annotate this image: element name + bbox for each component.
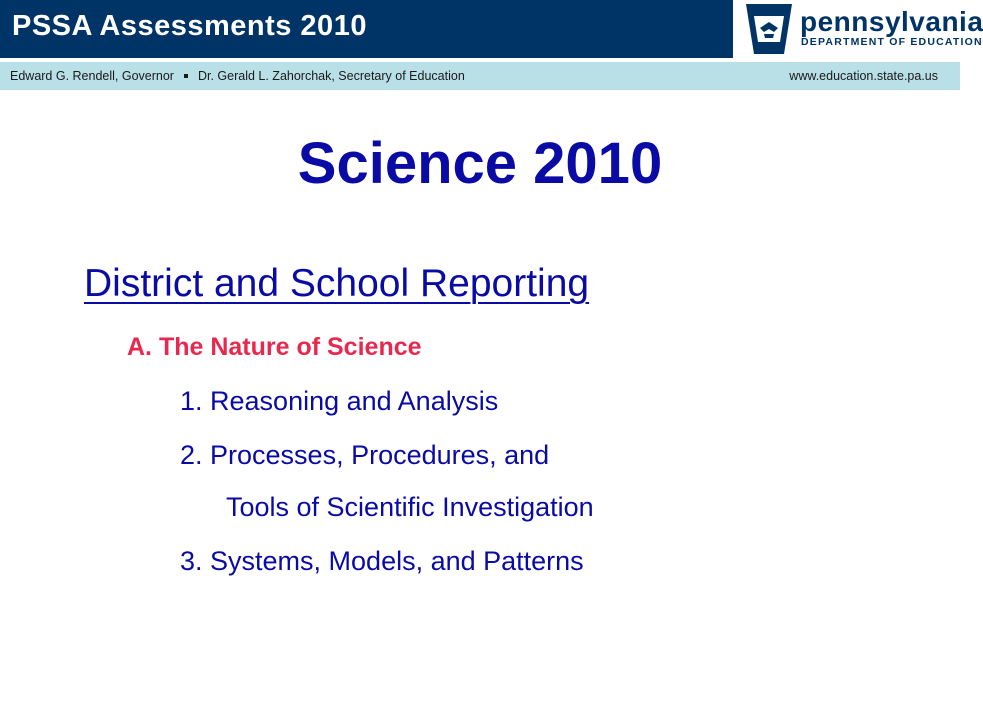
keystone-icon	[742, 2, 796, 56]
list-item-continuation: Tools of Scientific Investigation	[226, 492, 594, 522]
info-bar	[0, 62, 960, 90]
slide-title: Science 2010	[297, 131, 663, 196]
secretary-text: Dr. Gerald L. Zahorchak, Secretary of Education	[197, 69, 465, 83]
pde-logo	[738, 0, 983, 58]
logo-wordmark: pennsylvania	[800, 6, 983, 37]
header-title: PSSA Assessments 2010	[12, 10, 367, 42]
officials-line	[10, 69, 465, 83]
website-url: www.education.state.pa.us	[789, 69, 938, 83]
header-bar	[0, 0, 733, 58]
logo-subtitle: DEPARTMENT OF EDUCATION	[801, 36, 983, 48]
separator-dot-icon	[184, 74, 188, 78]
list-item: 1. Reasoning and Analysis	[180, 386, 499, 416]
list-item: 3. Systems, Models, and Patterns	[180, 546, 584, 576]
governor-text: Edward G. Rendell, Governor	[10, 69, 174, 83]
list-item: 2. Processes, Procedures, and	[180, 440, 550, 470]
section-heading: A. The Nature of Science	[127, 333, 422, 361]
slide-subtitle: District and School Reporting	[84, 262, 590, 305]
